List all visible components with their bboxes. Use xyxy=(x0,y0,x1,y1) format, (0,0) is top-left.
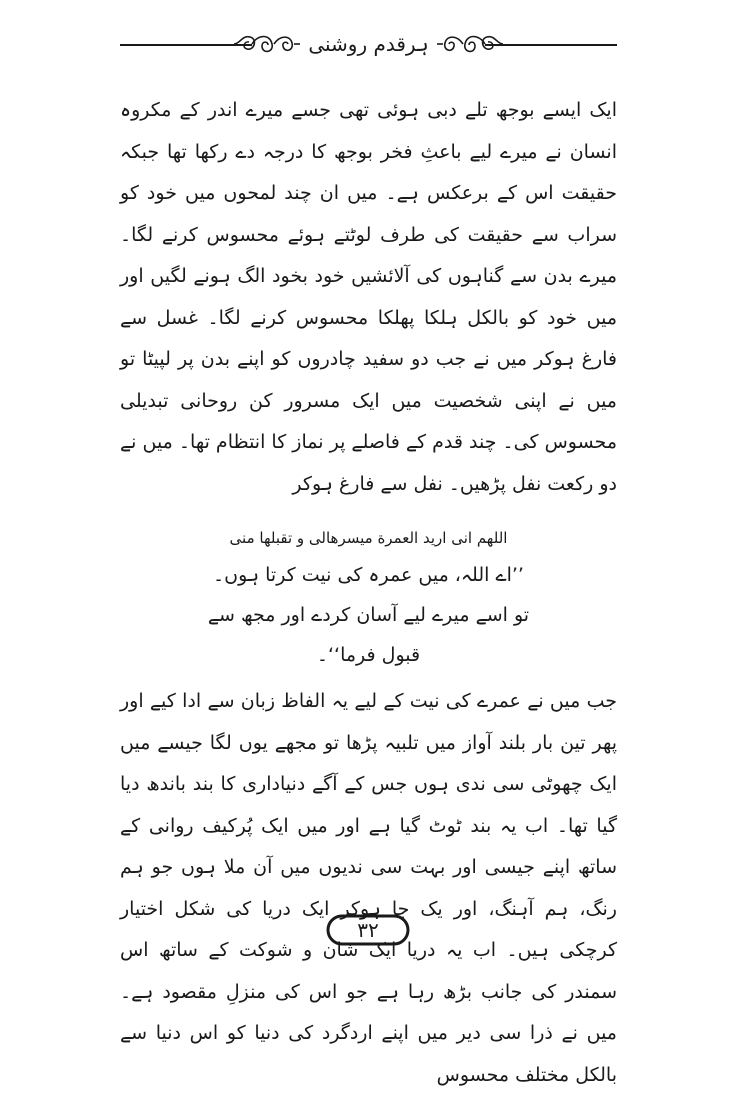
paragraph: ایک ایسے بوجھ تلے دبی ہوئی تھی جسے میرے اندر کے مکروہ انسان نے میرے لیے باعثِ فخر بوجھ کا درجہ دے رکھا تھا جبکہ حقیقت اس کے برعکس ہے۔ میں ان چند لمحوں میں خود کو سراب سے حقیقت کی طرف لوٹتے ہوئے محسوس کرنے لگا۔ میرے بدن سے گناہوں کی آلائشیں خود بخود الگ ہونے لگیں اور میں خود کو بالکل ہلکا پھلکا محسوس کرنے لگا۔ غسل سے فارغ ہوکر میں نے جب دو سفید چادروں کو اپنے بدن پر لپیٹا تو میں نے اپنی شخصیت میں ایک مسرور کن روحانی تبدیلی محسوس کی۔ چند قدم کے فاصلے پر نماز کا انتظام تھا۔ میں نے دو رکعت نفل پڑھیں۔ نفل سے فارغ ہوکر xyxy=(120,99,617,495)
prayer-translation: ’’اے اللہ، میں عمرہ کی نیت کرتا ہوں۔ تو اسے میرے لیے آسان کردے اور مجھ سے قبول فرما‘‘۔ xyxy=(207,564,530,666)
prayer-arabic: اللهم انی ارید العمرة میسرهالی و تقبلها منی xyxy=(229,529,508,547)
header-title: ہرقدم روشنی xyxy=(308,32,429,56)
page-number-frame xyxy=(325,913,411,947)
prayer-block xyxy=(120,521,617,675)
paragraph: جب میں نے عمرے کی نیت کے لیے یہ الفاظ زبان سے ادا کیے اور پھر تین بار بلند آواز میں تلبیہ پڑھا تو مجھے یوں لگا جیسے میں ایک چھوٹی سی ندی ہوں جس کے آگے دنیاداری کا بند باندھ دیا گیا تھا۔ اب یہ بند ٹوٹ گیا ہے اور میں ایک پُرکیف روانی کے ساتھ اپنے جیسی اور بہت سی ندیوں میں آن ملا ہوں جو ہم رنگ، ہم آہنگ، اور یک جا ہوکر ایک دریا کی شکل اختیار کرچکی ہیں۔ اب یہ دریا ایک شان و شوکت کے ساتھ اس سمندر کی جانب بڑھ رہا ہے جو اس کی منزلِ مقصود ہے۔ میں نے ذرا سی دیر میں اپنے اردگرد کی دنیا کو اس دنیا سے بالکل مختلف محسوس xyxy=(120,690,617,1086)
header-center xyxy=(252,22,485,66)
page-number: ۳۲ xyxy=(357,918,379,942)
header-rule-right xyxy=(485,44,617,46)
running-header xyxy=(120,22,617,66)
scroll-ornament-icon xyxy=(232,29,302,59)
